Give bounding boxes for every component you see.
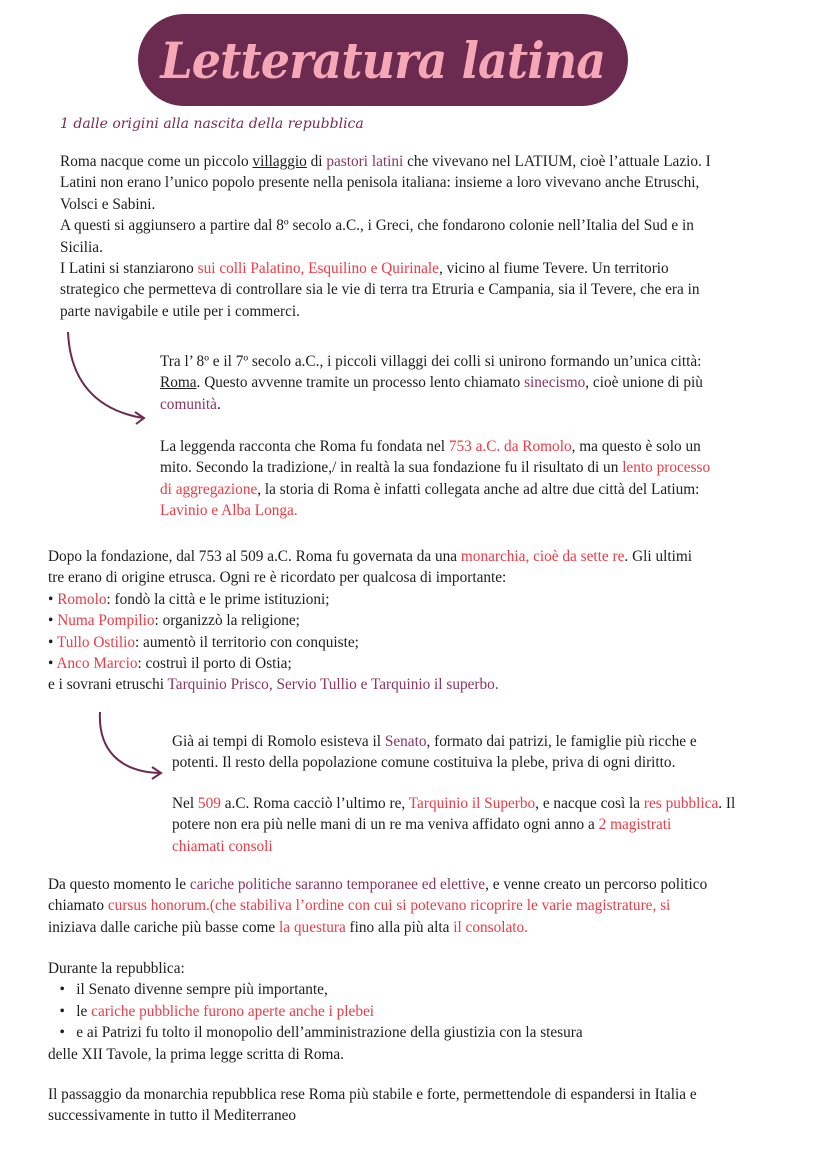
text-run: Sicilia. <box>60 238 103 256</box>
text-run: di <box>306 153 327 170</box>
paragraph-monarchy <box>48 546 798 696</box>
text-run: I Latini si stanziarono <box>60 260 198 278</box>
text-run: tre erano di origine etrusca. Ogni re è ricordato per qualcosa di importante: <box>48 569 507 587</box>
section-subtitle: 1 dalle origini alla nascita della repubblica <box>60 116 364 132</box>
text-run: Latini non erano l’unico popolo presente nella penisola italiana: insieme a loro vivevano anche Etruschi, <box>60 174 700 192</box>
text-run: • le <box>48 1002 92 1020</box>
highlight-red: cariche pubbliche furono aperte anche i plebei <box>91 1002 375 1020</box>
text-run: Nel <box>172 795 198 812</box>
text-run: potenti. Il resto della popolazione comune costituiva la plebe, priva di ogni diritto. <box>172 754 676 772</box>
text-run: successivamente in tutto il Mediterraneo <box>48 1107 297 1125</box>
text-run: . Il <box>718 795 736 812</box>
highlight-purple: sinecismo <box>524 374 586 392</box>
text-run: Da questo momento le <box>48 876 190 893</box>
underlined-text: villaggio <box>252 153 307 170</box>
text-run: , la storia di Roma è infatti collegata anche ad altre due città del Latium: <box>257 480 700 498</box>
text-run: : organizzò la religione; <box>154 612 300 630</box>
paragraph-senate <box>172 731 802 774</box>
text-run: iniziava dalle cariche più basse come <box>48 918 280 936</box>
highlight-red: 509 <box>197 795 221 812</box>
text-run: Tra l’ 8º e il 7º secolo a.C., i piccoli villaggi dei colli si unirono formando un’unica città: <box>160 353 702 370</box>
highlight-red: il consolato. <box>453 918 528 936</box>
highlight-red: monarchia, cioè da sette re <box>460 548 625 565</box>
highlight-red: di aggregazione <box>160 480 258 498</box>
highlight-red: la questura <box>279 918 346 936</box>
text-run: fino alla più alta <box>345 918 454 936</box>
text-run: . Questo avvenne tramite un processo lento chiamato <box>196 374 525 392</box>
paragraph-cursus-honorum <box>48 874 783 938</box>
highlight-red: Tullo Ostilio <box>56 633 135 651</box>
highlight-red: 2 magistrati <box>598 816 672 834</box>
text-run: Già ai tempi di Romolo esisteva il <box>172 733 385 750</box>
text-run: delle XII Tavole, la prima legge scritta di Roma. <box>48 1045 344 1063</box>
paragraph-conclusion <box>48 1084 788 1127</box>
highlight-red: lento processo <box>622 459 711 477</box>
highlight-red: Anco Marcio <box>56 655 138 673</box>
text-run: Durante la repubblica: <box>48 960 185 977</box>
text-run: • <box>48 590 58 608</box>
highlight-red: res pubblica <box>643 795 719 812</box>
highlight-red: 753 a.C. da Romolo <box>448 438 572 455</box>
text-run: strategico che permetteva di controllare sia le vie di terra tra Etruria e Campania, sia il Tevere, che era in <box>60 281 700 299</box>
text-run: A questi si aggiunsero a partire dal 8º secolo a.C., i Greci, che fondarono colonie nell’Italia del Sud e in <box>60 217 694 235</box>
highlight-purple: pastori latini <box>326 153 404 170</box>
curved-arrow-icon <box>0 0 1 1</box>
highlight-red: Numa Pompilio <box>57 612 155 630</box>
text-run: : costruì il porto di Ostia; <box>137 655 292 673</box>
underlined-text: Roma <box>160 374 197 392</box>
text-run: mito. Secondo la tradizione,/ in realtà la sua fondazione fu il risultato di un <box>160 459 623 477</box>
text-run: : fondò la città e le prime istituzioni; <box>106 590 330 608</box>
text-run: potere non era più nelle mani di un re ma veniva affidato ogni anno a <box>172 816 599 834</box>
page-title: Letteratura latina <box>160 30 606 90</box>
text-run: • <box>48 633 57 651</box>
highlight-red: sui colli Palatino, Esquilino e Quirinale <box>197 260 439 278</box>
text-run: • e ai Patrizi fu tolto il monopolio dell’amministrazione della giustizia con la stesura <box>48 1024 583 1042</box>
text-run: Il passaggio da monarchia repubblica rese Roma più stabile e forte, permettendole di espandersi in Italia e <box>48 1086 697 1103</box>
text-run: , e venne creato un percorso politico <box>485 876 708 893</box>
highlight-red: Lavinio e Alba Longa. <box>160 502 298 520</box>
text-run: chiamato <box>48 897 108 915</box>
highlight-red: Tarquinio il Superbo <box>408 795 536 812</box>
text-run: • <box>48 655 57 673</box>
paragraph-republic-birth <box>172 793 802 857</box>
page-title-logo <box>138 14 628 106</box>
highlight-purple: Tarquinio Prisco, Servio Tullio e Tarquinio il superbo. <box>167 676 499 694</box>
highlight-red: Romolo <box>57 590 107 608</box>
text-run: Volsci e Sabini. <box>60 195 156 213</box>
text-run: , vicino al fiume Tevere. Un territorio <box>438 260 669 278</box>
highlight-purple: Senato <box>384 733 427 750</box>
text-run: . <box>216 395 221 413</box>
paragraph-during-republic <box>48 958 788 1065</box>
paragraph-origins <box>60 151 800 322</box>
highlight-red: cursus honorum.(che stabiliva l’ordine con cui si potevano ricoprire le varie magistrature, si <box>107 897 671 915</box>
text-run: : aumentò il territorio con conquiste; <box>134 633 359 651</box>
highlight-red: chiamati consoli <box>172 837 273 855</box>
text-run: • <box>48 612 58 630</box>
text-run: , cioè unione di più <box>585 374 703 392</box>
text-run: parte navigabile e utile per i commerci. <box>60 302 300 320</box>
text-run: La leggenda racconta che Roma fu fondata nel <box>160 438 449 455</box>
text-run: a.C. Roma cacciò l’ultimo re, <box>220 795 409 812</box>
text-run: e i sovrani etruschi <box>48 676 168 694</box>
paragraph-sinecismo <box>160 351 800 415</box>
text-run: , ma questo è solo un <box>571 438 701 455</box>
highlight-purple: comunità <box>160 395 217 413</box>
text-run: , formato dai patrizi, le famiglie più ricche e <box>426 733 697 750</box>
text-run: , e nacque così la <box>535 795 644 812</box>
text-run: che vivevano nel LATIUM, cioè l’attuale Lazio. I <box>403 153 711 170</box>
text-run: . Gli ultimi <box>624 548 692 565</box>
text-run: • il Senato divenne sempre più importante, <box>48 981 328 999</box>
highlight-purple: cariche politiche saranno temporanee ed elettive <box>189 876 486 893</box>
paragraph-legend <box>160 436 800 522</box>
text-run: Roma nacque come un piccolo <box>60 153 253 170</box>
text-run: Dopo la fondazione, dal 753 al 509 a.C. Roma fu governata da una <box>48 548 461 565</box>
